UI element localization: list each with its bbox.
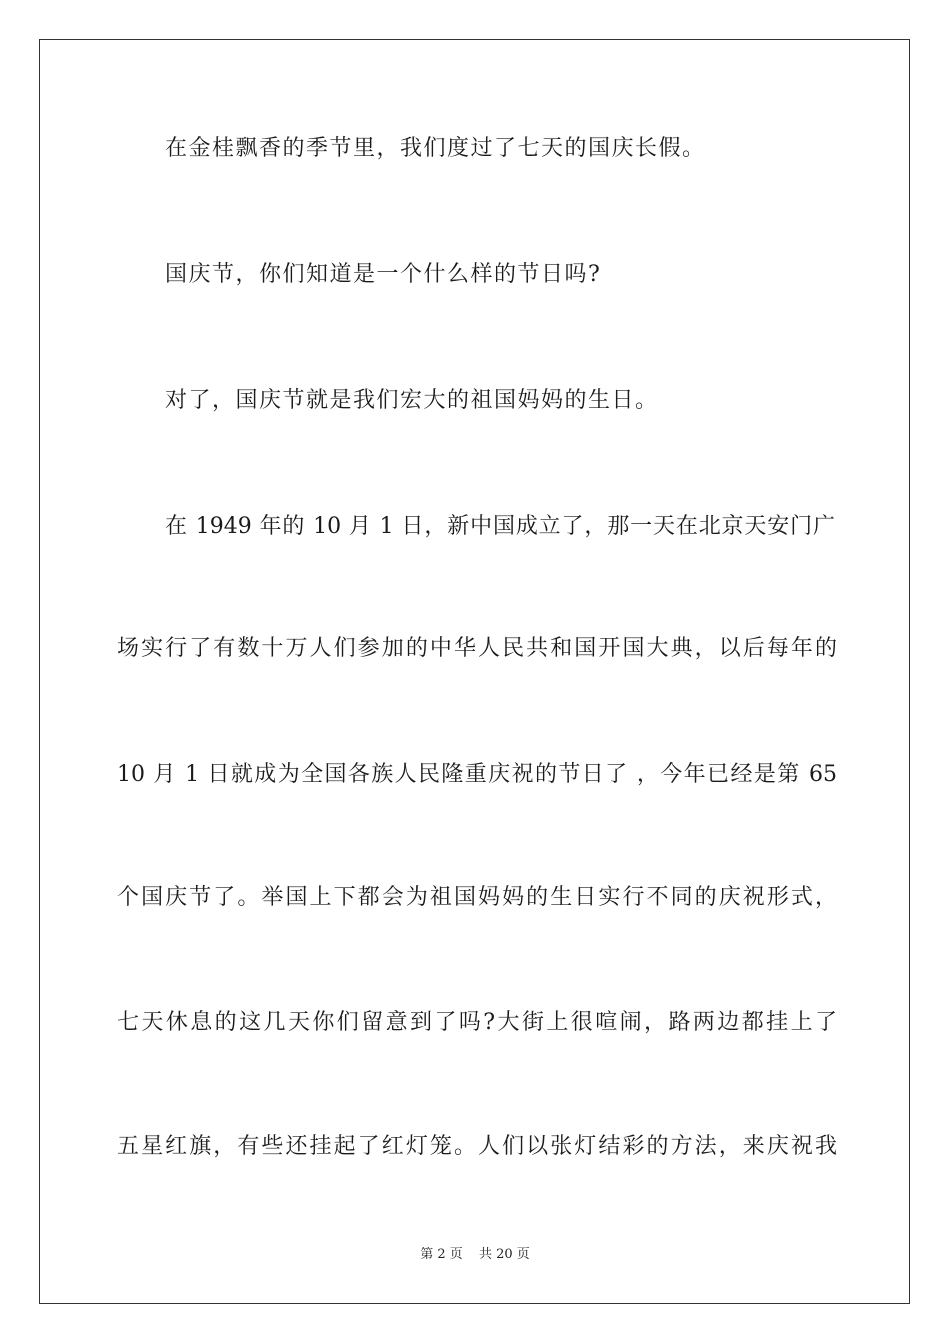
body-line-3: 10 月 1 日就成为全国各族人民隆重庆祝的节日了 ，今年已经是第 65 (117, 762, 837, 787)
paragraph-3: 对了，国庆节就是我们宏大的祖国妈妈的生日。 (165, 388, 659, 413)
body-line-5: 七天休息的这几天你们留意到了吗?大街上很喧闹，路两边都挂上了 (117, 1010, 837, 1035)
page-footer (0, 1246, 950, 1264)
page-number: 第 2 页 (420, 1247, 463, 1262)
paragraph-2: 国庆节，你们知道是一个什么样的节日吗? (165, 262, 602, 287)
body-line-2: 场实行了有数十万人们参加的中华人民共和国开国大典，以后每年的 (117, 636, 837, 661)
paragraph-1: 在金桂飘香的季节里，我们度过了七天的国庆长假。 (165, 136, 706, 161)
body-line-4: 个国庆节了。举国上下都会为祖国妈妈的生日实行不同的庆祝形式， (117, 885, 837, 910)
body-line-1: 在 1949 年的 10 月 1 日，新中国成立了，那一天在北京天安门广 (165, 514, 835, 539)
body-line-6: 五星红旗，有些还挂起了红灯笼。人们以张灯结彩的方法，来庆祝我 (117, 1134, 837, 1159)
total-pages: 共 20 页 (478, 1247, 530, 1262)
page-border (39, 39, 910, 1304)
